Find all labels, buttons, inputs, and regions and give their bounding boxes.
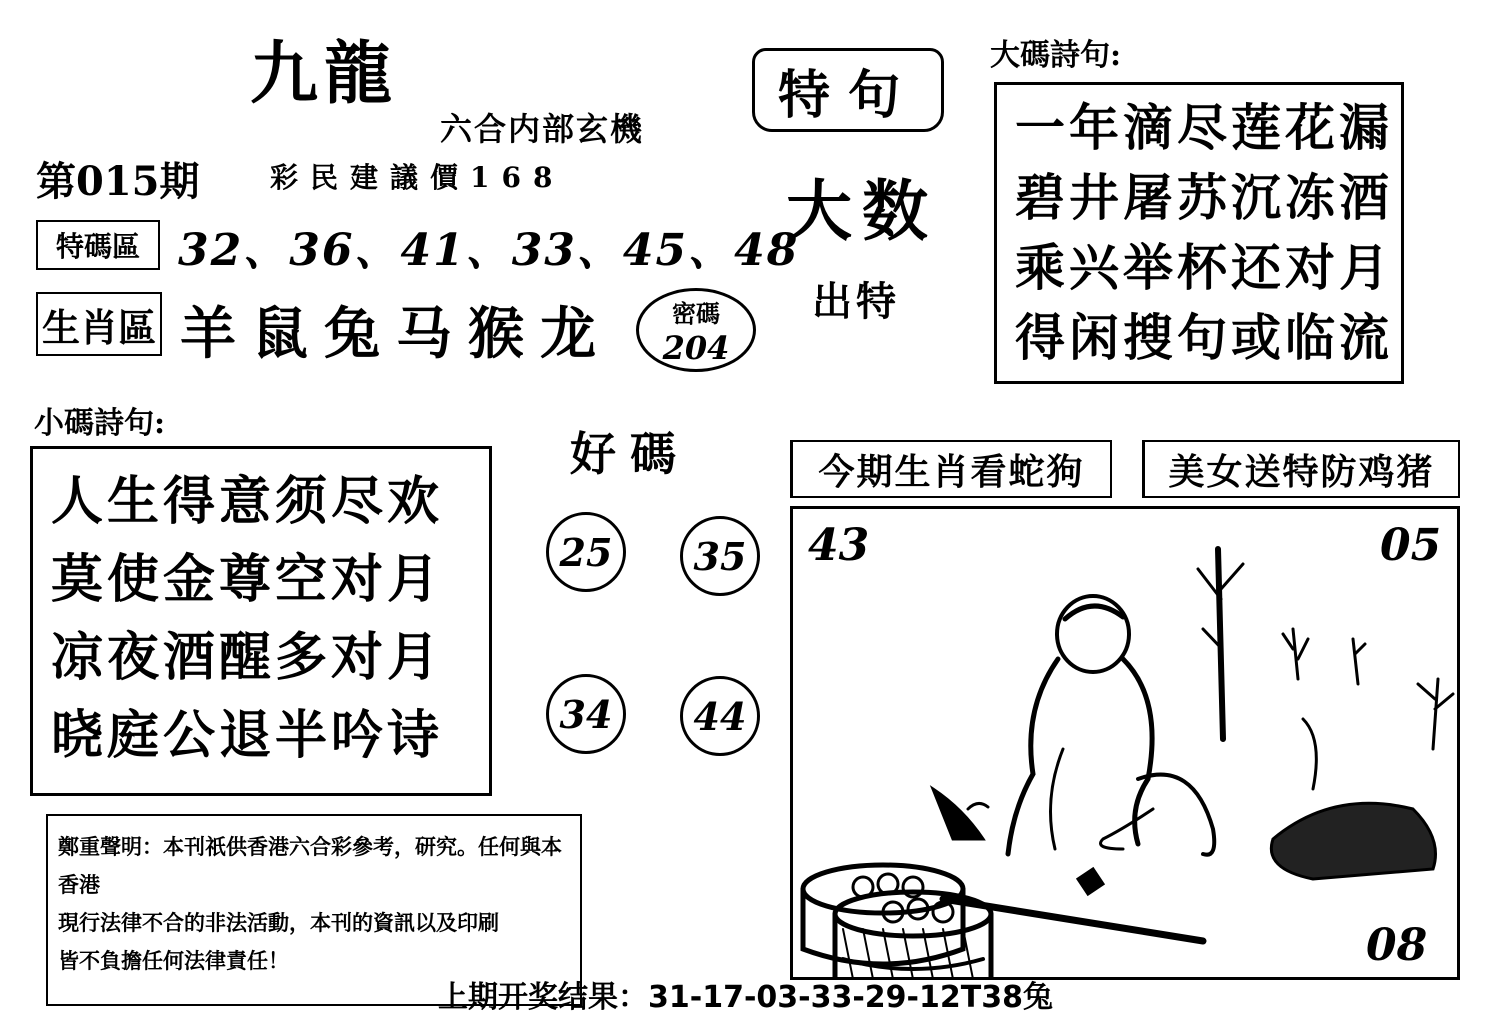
last-draw-result: 上期开奖结果：31-17-03-33-29-12T38兔 (438, 980, 1053, 1015)
poem-line: 碧井屠苏沉冻酒 (1015, 168, 1393, 227)
big-poem-box (994, 82, 1404, 384)
small-poem-label: 小碼詩句: (34, 406, 166, 441)
big-number-label: 大数 (786, 172, 938, 250)
corner-number-top-right: 05 (1380, 520, 1442, 571)
code-bubble-label: 密碼 (672, 298, 720, 328)
monkey-scene-drawing (793, 509, 1460, 980)
zodiac-tip-right: 美女送特防鸡猪 (1142, 440, 1460, 498)
poem-line: 莫使金尊空对月 (51, 549, 444, 610)
disclaimer-line: 皆不負擔任何法律責任！ (58, 949, 289, 973)
tema-label: 特碼區 (36, 220, 160, 270)
disclaimer-line: 鄭重聲明：本刊祇供香港六合彩參考，研究。任何與本香港 (58, 835, 562, 897)
good-number-circle: 35 (680, 516, 760, 596)
corner-number-top-left: 43 (808, 520, 870, 571)
zodiac-tip-left: 今期生肖看蛇狗 (790, 440, 1112, 498)
good-number-circle: 44 (680, 676, 760, 756)
poem-line: 得闲搜句或临流 (1015, 308, 1393, 367)
price-note: 彩民建議價168 (270, 161, 565, 194)
poem-line: 晓庭公退半吟诗 (51, 705, 444, 766)
tema-numbers: 32、36、41、33、45、48 (178, 225, 800, 276)
code-bubble (636, 288, 756, 372)
poem-line: 凉夜酒醒多对月 (51, 627, 444, 688)
poem-line: 人生得意须尽欢 (51, 471, 444, 532)
poem-line: 一年滴尽莲花漏 (1015, 98, 1393, 157)
page-title: 九龍 (250, 34, 399, 114)
poem-line: 乘兴举杯还对月 (1015, 238, 1393, 297)
good-number-circle: 34 (546, 674, 626, 754)
corner-number-bottom-right: 08 (1366, 920, 1428, 971)
issue-number: 第015期 (36, 158, 200, 205)
zodiac-label: 生肖區 (36, 292, 162, 356)
special-note: 出特 (812, 278, 900, 325)
big-poem-label: 大碼詩句: (990, 38, 1122, 73)
monkey-illustration (790, 506, 1460, 980)
good-numbers-label: 好碼 (570, 427, 690, 481)
small-poem-box (30, 446, 492, 796)
code-bubble-number: 204 (662, 328, 730, 367)
special-banner: 特句 (752, 48, 944, 132)
zodiac-animals: 羊鼠兔马猴龙 (180, 301, 612, 367)
page-subtitle: 六合内部玄機 (440, 110, 645, 148)
good-number-circle: 25 (546, 512, 626, 592)
disclaimer-line: 現行法律不合的非法活動，本刊的資訊以及印刷 (58, 911, 499, 935)
